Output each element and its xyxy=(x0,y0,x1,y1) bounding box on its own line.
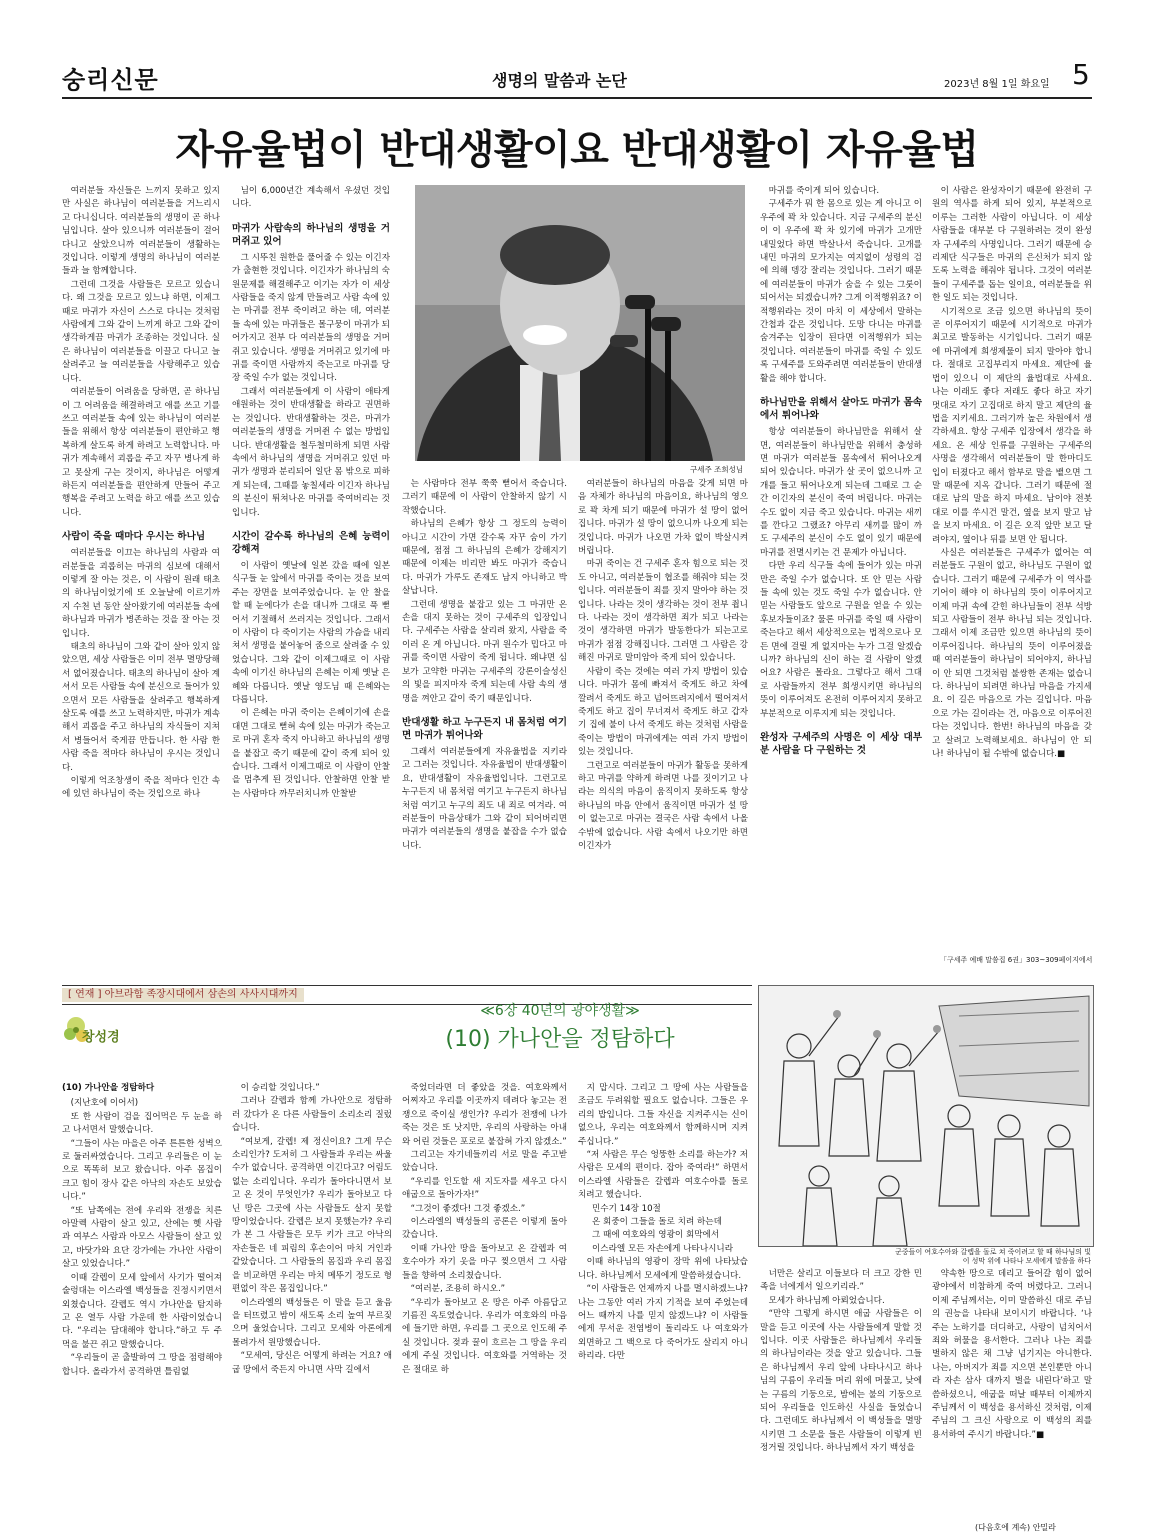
paragraph: 그래서 여러분들에게 자유율법을 지키라고 그러는 것입니다. 자유율법이 반대생활이요, 반대생활이 자유율법입니다. 그런고로 누구든지 내 몸처럼 여기고 누구든지 하나님처럼 여기고 누구의 죄도 내 죄로 여겨라. 여러분들이 마음상태가 그와 같이 되어버리면 마귀가 여러분들의 생명을 붙잡을 수가 없습니다. xyxy=(402,746,567,851)
paragraph: 구세주가 뭐 한 몸으로 있는 게 아니고 이 우주에 꽉 차 있습니다. 지금 구세주의 분신이 이 우주에 꽉 차 있기에 마귀가 고개만 내밀었다 하면 박살나서 죽습니다. 고개를 내민 마귀의 모가지는 여지없이 성령의 검에 의해 뎅강 잘리는 것입니다. 그러기 때문에 여러분들이 마귀가 숨을 수 있는 그룻이 되어서는 되겠습니까? 그게 이적행위죠? 이적행위라는 것이 마치 이 세상에서 말하는 간첩과 같은 것입니다. 도망 다니는 마귀를 숨겨주는 입장이 된다면 이적행위가 되는 것입니다. 여러분들이 마귀를 죽일 수 있도록 구세주를 도와주려면 여러분들이 반대생활을 해야 합니다. xyxy=(760,199,922,384)
article-column-1 xyxy=(62,185,220,975)
crowd-illustration xyxy=(759,986,1093,1246)
article-column-4 xyxy=(578,478,748,975)
paragraph: 그리고는 자기네들끼리 서로 말을 주고받았습니다. xyxy=(402,1150,567,1174)
serial-column-1 xyxy=(62,1082,222,1522)
paragraph: “또 남쪽에는 전에 우리와 전쟁을 치른 아말렉 사람이 살고 있고, 산에는 헷 사람과 여부스 사람과 아모스 사람들이 살고 있고, 바닷가와 요단 강가에는 가나안 사람이 살고 있었습니다.” xyxy=(62,1205,222,1270)
illustration-caption: 군중들이 여호수아와 갈렙을 돌로 쳐 죽이려고 할 때 하나님의 빛이 성막 위에 나타나 모세에게 말씀을 하다 xyxy=(895,1248,1091,1265)
paragraph: 또 한 사람이 검을 집어먹은 두 눈을 하고 나서면서 말했습니다. xyxy=(62,1111,222,1136)
paragraph: 항상 여러분들이 하나님만을 위해서 살면, 여러분들이 하나님만을 위해서 충성하면 마귀가 여러분들 몸속에서 튀어나오게 되어 있습니다. 마귀가 살 곳이 없으니까 고개를 들고 튀어나오게 되는데 그때로 그 순간 이긴자의 분신이 죽여 버립니다. 마귀는 수도 없이 지금 죽고 있습니다. 마귀는 새끼를 깐다고 그랬죠? 아무리 새끼를 많이 까도 구세주의 분신이 수도 없이 있기 때문에 마귀를 전멸시키는 건 문제가 아닙니다. xyxy=(760,427,922,558)
author-logo xyxy=(62,1010,152,1054)
paragraph: 그런데 생명을 붙잡고 있는 그 마귀만 온 손을 대지 못하는 것이 구세주의 입장입니다. 구세주는 사람을 살리려 왔지, 사람을 죽이러 온 게 아닙니다. 마귀 원수가 밉다고 마귀를 죽이면 사람이 죽게 됩니다. 왜냐면 심보가 고약한 마귀는 구세주의 강론이슬성신의 빛을 피지마자 죽게 되는데 사람 속의 생명을 껴안고 같이 죽기 때문입니다. xyxy=(402,599,567,704)
paragraph: “만약 그렇게 하시면 애굽 사람들은 이 말을 듣고 이곳에 사는 사람들에게 말할 것입니다. 이곳 사람들은 하나님께서 우리들의 하나님이라는 것을 알고 있습니다. 그들은 하나님께서 우리 앞에 나타나시고 하나님의 구름이 우리들 머리 위에 머물고, 낮에는 구름의 기둥으로, 밤에는 불의 기둥으로 되어 우리들을 인도하신 사실을 들었습니다. 그런데도 하나님께서 이 백성들을 멸망시키면 그 소문을 들은 사람들이 이렇게 빈정거릴 것입니다. 하나님께서 자기 백성을 xyxy=(760,1309,922,1454)
article-column-6 xyxy=(932,185,1092,955)
paragraph: 태초의 하나님이 그와 같이 살아 있지 않았으면, 세상 사람들은 이미 전부 멸망당해서 없어졌습니다. 태초의 하나님이 살아 계셔서 모든 사람들 속에 분신으로 들어가 있으면서 모든 사람들을 살려주고 행복하게 살도록 애를 쓰고 노력하지만, 마귀가 계속해서 괴롭을 주고 하나님의 자식들이 지쳐서 병들어서 죽게끔 만듭니다. 한 사람 한 사람 죽을 적마다 하나님이 우시는 것입니다. xyxy=(62,642,220,773)
speaker-photo xyxy=(415,185,745,461)
paragraph: 여러분들이 어려움을 당하면, 곧 하나님이 그 어려움을 해결하려고 애를 쓰고 기를 쓰고 여러분들 속에 있는 하나님이 여러분들을 위해서 항상 여러분들이 편안하고 행복하게 살도록 하게 하려고 노력합니다. 마귀가 계속해서 괴롭을 주고 자꾸 병나게 하고 못살게 구는 것이지, 하나님은 어떻게 하든지 여러분들을 편안하게 만들어 주고 행복을 주려고 노력을 하고 애를 쓰고 있습니다. xyxy=(62,387,220,518)
paragraph: “여보게, 갈렙! 제 정신이요? 그게 무슨 소리인가? 도저히 그 사람들과 우리는 싸울 수가 없습니다. 공격하면 이긴다고? 어림도 없는 소리입니다. 우리가 돌아다니면서 보고 온 것이 무엇인가? 우리가 돌아보고 다닌 땅은 그곳에 사는 사람들도 살지 못할 땅이었습니다. 갈렙은 보지 못했는가? 우리가 본 그 사람들은 모두 키가 크고 아낙의 자손들은 네 피림의 후손이어 마치 거인과 같았습니다. 그 사람들의 몸집과 우리 몸집을 비교하면 우리는 마치 메뚜기 정도로 형편없이 작은 몸집입니다.” xyxy=(232,1136,392,1295)
masthead xyxy=(62,60,1092,96)
paragraph: 시기적으로 조금 있으면 하나님의 뜻이 곧 이루어지기 때문에 시기적으로 마귀가 최고로 발동하는 시기입니다. 그러기 때문에 마귀에게 희생제물이 되지 말아야 합니다. 절대로 고집부리지 마세요. 제단에 율법이 있으니 이 제단의 율법대로 사세요. 나는 이래도 좋다 저래도 좋다 하고 자기 멋대로 자기 고집대로 하지 말고 제단의 율법을 지키세요. 그러기까 높은 차원에서 생각하세요. 항상 구세주 입장에서 생각을 하세요. 온 세상 인류를 구원하는 구세주의 사명을 생각해서 여러분들이 말 한마디도 입이 터졌다고 해서 함부로 말을 뱉으면 그 말 때문에 지옥 갑니다. 그러기 때문에 절대로 남의 말을 하지 마세요. 남이야 전봇대로 이를 쑤시건 말건, 옆을 보지 말고 남을 보지 마세요. 이 길은 오직 앞만 보고 달려야지, 옆이나 뒤를 보면 안 됩니다. xyxy=(932,306,1092,545)
subheading: 시간이 갈수록 하나님의 은혜 능력이 강해져 xyxy=(232,530,390,555)
paragraph: 그래서 여러분들에게 이 사람이 애타게 애원하는 것이 반대생활을 하라고 권면하는 것입니다. 반대생활하는 것은, 마귀가 여러분들의 생명을 거머쥔 수 없는 방법입니다. 반대생활을 철두철미하게 되면 사람 속에서 하나님의 생명을 거머쥐고 있던 마귀가 생명과 분리되어 일단 몸 밖으로 피하게 되는데, 그때를 놓칠세라 이긴자 하나님의 분신이 튀쳐나온 마귀를 죽여버리는 것입니다. xyxy=(232,386,390,518)
serial-heading: (10) 가나안을 정탐하다 xyxy=(62,1083,155,1093)
subheading: 완성자 구세주의 사명은 이 세상 대부분 사람을 다 구원하는 것 xyxy=(760,732,922,757)
paragraph: 사실은 여러분들은 구세주가 없어는 여러분들도 구원이 없고, 하나님도 구원이 없습니다. 그러기 때문에 구세주가 이 역사를 기어이 해야 이 하나님의 뜻이 이루어지고 이제 마귀 속에 갇힌 하나님들이 전부 석방되고 사람들이 전부 하나님 되는 것입니다. 그래서 이제 조금만 있으면 하나님의 뜻이 이루어집니다. 하나님의 뜻이 이루어졌을 때 여러분들이 하나님이 되어야지, 하나님이 안 되면 그것처럼 불쌍한 존재는 없습니다. 하나님이 되려면 하나님 마음을 가지세요. 이 길은 마음으로 가는 길입니다. 마음으로 가는 길이라는 건, 마음으로 이루어진다는 것입니다. 한번! 하나님의 마음을 갖고 살려고 노력해보세요. 하나님이 안 되나! 하나님이 될 수밖에 없습니다.■ xyxy=(932,547,1092,760)
illustration xyxy=(758,985,1094,1247)
article-column-2 xyxy=(232,185,390,975)
section-title: 생명의 말씀과 논단 xyxy=(492,71,627,90)
chapter-title: ≪6장 40년의 광야생활≫ xyxy=(480,1003,640,1019)
serial-column-5 xyxy=(760,1268,922,1522)
paragraph: 그러나 갈렙과 함께 가나안으로 정탐하러 갔다가 온 다른 사람들이 소리소리 질렀습니다. xyxy=(232,1096,392,1134)
paragraph: 여러분들 자신들은 느끼지 못하고 있지만 사실은 하나님이 여러분들을 거느리시고 다니십니다. 여러분들의 생명이 곧 하나님입니다. 살아 있으니까 여러분들이 걸어 다니고 살았으니까 여러분들이 생활하는 것입니다. 이렇게 생명의 하나님이 여러분들과 늘 함께합니다. xyxy=(62,186,220,277)
paragraph: 마귀 죽이는 건 구세주 혼자 힘으로 되는 것도 아니고, 여러분들이 협조를 해줘야 되는 것입니다. 여러분들이 죄를 짓지 말아야 하는 것입니다. 나라는 것이 생각하는 것이 전부 죕니다. 나라는 것이 생각하면 죄가 되고 나라는 것이 생각하면 마귀가 발동한다가 되는고로 마귀가 점점 강해집니다. 그러면 그 사람은 강해진 마귀로 말미암아 죽게 되어 있습니다. xyxy=(578,559,748,664)
paragraph: 이 은혜는 마귀 죽이는 은혜이기에 손을 대면 그대로 뻗혀 속에 있는 마귀가 죽는고로 마귀 혼자 죽지 아니하고 하나님의 생명을 붙잡고 죽기 때문에 같이 죽게 되어 있습니다. 그래서 이제그때로 이 사람이 안찰을 멈추게 된 것입니다. 안찰하면 안찰 받는 사람마다 까무러치니까 안찰받 xyxy=(232,708,390,799)
subheading: 하나님만을 위해서 살아도 마귀가 몸속에서 튀어나와 xyxy=(760,397,922,422)
subheading: 사람이 죽을 때마다 우시는 하나님 xyxy=(62,531,206,543)
paragraph: 여러분들이 하나님의 마음을 갖게 되면 마음 자체가 하나님의 마음이요, 하나님의 영으로 꽉 차게 되기 때문에 마귀가 설 땅이 없어집니다. 마귀가 설 땅이 없으니까 나오게 되는 것입니다. 마귀가 나오면 가차 없이 박살시켜버립니다. xyxy=(578,479,748,557)
newspaper-name: 숭리신문 xyxy=(62,66,159,94)
paragraph: 다만 우리 식구들 속에 들어가 있는 마귀만은 죽일 수가 없습니다. 또 안 믿는 사람들 속에 있는 것도 죽일 수가 없습니다. 안 믿는 사람들도 앞으로 구원을 얻을 수 있는 후보자들이죠? 물론 마귀를 죽일 때 사람이 죽는다고 해서 세상적으로는 법적으로나 모든 면에 걸릴 게 없지마는 누가 그걸 알겠습니까? 하나님의 신이 하는 걸 사람이 알겠어요? 사람은 몰라요. 그렇다고 해서 그대로 사람들까지 전부 희생시키면 하나님의 뜻이 이루어져도 온전히 이루어지지 못하고 부분적으로 이루지게 되는 것입니다. xyxy=(760,561,922,719)
paragraph: 약속한 땅으로 데리고 들어갈 힘이 없어 광야에서 비참하게 죽여 버렸다고. 그러니 이제 주님께서는, 이미 말씀하신 대로 주님의 권능을 나타내 보이시기 바랍니다. ‘나 주는 노하기를 더디하고, 사랑이 넘치어서 죄와 허물을 용서한다. 그러나 나는 죄를 벌하지 않은 채 그냥 넘기지는 아니한다. 나는, 아버지가 죄를 지으면 본인뿐만 아니라 자손 삼사 대까지 벌을 내린다’하고 말씀하셨으니, 애굽을 떠날 때부터 이제까지 주님께서 이 백성을 용서하신 것처럼, 이제 주님의 그 크신 사랑으로 이 백성의 죄를 용서하여 주시기 바랍니다.”■ xyxy=(932,1269,1092,1440)
paragraph: 그 시뚜친 원한을 풀어줄 수 있는 이긴자가 출현한 것입니다. 이긴자가 하나님의 숙원문제를 해결해주고 이기는 자가 이 세상 사람들을 죽지 않게 만들려고 사람 속에 있는 마귀를 전부 죽이려고 하는 데, 여러분들 속에 있는 마귀들은 몰구뭉이 마귀가 되어가지고 전부 다 여러분들의 생명을 거머쥐고 있습니다. 생명을 거머쥐고 있기에 마귀를 죽이면 사람까지 죽는고로 마귀를 당장 죽일 수가 없는 것입니다. xyxy=(232,252,390,384)
paragraph: “이 사람들은 언제까지 나를 멸시하겠느냐? 나는 그동안 여러 가지 기적을 보여 주었는데 어느 때까지 나를 믿지 않겠느냐? 이 사람들에게 무서운 전염병이 돌리라도 나 여호와가 외면하고 그 백으로 다 죽어가도 살리지 아니하리라. 다만 xyxy=(578,1284,748,1362)
paragraph: 하나님의 은혜가 항상 그 정도의 능력이 아니고 시간이 가면 갈수록 자꾸 숨이 가기 때문에, 점점 그 하나님의 은혜가 강해지기 때문에 이제는 비리만 봐도 마귀가 죽습니다. 마귀가 가루도 존재도 남지 아니하고 박살납니다. xyxy=(402,519,567,597)
paragraph: 그런고로 여러분들이 마귀가 활동을 못하게 하고 마귀를 약하게 하려면 나를 짓이기고 나라는 의식의 마음이 움직이지 못하도록 항상 하나님의 마음 안에서 움직이면 마귀가 설 땅이 없는고로 마귀는 결국은 사람 속에서 나올 수밖에 없습니다. 사람 속에서 나오기만 하면 이긴자가 xyxy=(578,760,748,851)
paragraph: “저 사람은 무슨 엉뚱한 소리를 하는가? 저 사람은 모세의 편이다. 잡아 죽여라!” 하면서 이스라엘 사람들은 갈렙과 여호수아를 돌로 치려고 했습니다. xyxy=(578,1150,748,1201)
paragraph: 님이 6,000년간 계속해서 우셨던 것입니다. xyxy=(232,186,390,210)
issue-date: 2023년 8월 1일 화요일 xyxy=(944,79,1050,90)
episode-title: (10) 가나안을 정탐하다 xyxy=(445,1027,675,1052)
serial-column-4 xyxy=(578,1082,748,1522)
paragraph: 사람이 죽는 것에는 여러 가지 방법이 있습니다. 마귀가 몸에 빠져서 죽게도 하고 차에 깔려서 죽게도 하고 넘어뜨려지에서 떨어져서 죽게도 하고 집이 무너져서 죽게도 하고 갑자기 집에 불이 나서 죽게도 하는 것처럼 사람을 죽이는 방법이 마귀에게는 여러 가지 방법이 있는 것입니다. xyxy=(578,666,748,758)
paragraph: 이 사람은 완성자이기 때문에 완전히 구원의 역사를 하게 되어 있지, 부분적으로 이루는 그러한 사람이 아닙니다. 이 세상 사람들을 대부분 다 구원하려는 것이 완성자 구세주의 사명입니다. 그러기 때문에 승리제단 식구들은 마귀의 은신처가 되지 않도록 노력을 해줘야 됩니다. 그것이 여러분들이 구세주를 돕는 일이요, 여러분들을 위한 일도 되는 것입니다. xyxy=(932,186,1092,304)
headline: 자유율법이 반대생활이요 반대생활이 자유율법 xyxy=(175,127,979,173)
page-number: 5 xyxy=(1072,58,1090,91)
article-footnote: 「구세주 예배 말씀집 6권」303~309페이지에서 xyxy=(940,956,1093,964)
author-logo-text: 창성경 xyxy=(82,1030,120,1045)
paragraph: 이스라엘의 백성들의 공론은 이렇게 돌아갔습니다. xyxy=(402,1217,567,1241)
paragraph: 민수기 14장 10절 xyxy=(592,1203,661,1214)
paragraph: “여러분, 조용히 하시오.” xyxy=(410,1284,506,1295)
paragraph: “그들이 사는 마을은 아주 튼튼한 성벽으로 둘러싸였습니다. 그리고 우리들은 이 눈으로 똑똑히 보고 왔습니다. 아주 몸집이 크고 힘이 장사 같은 아낙의 자손도 보았습니다.” xyxy=(62,1138,222,1203)
paragraph: 여러분들을 이끄는 하나님의 사람과 여러분들을 괴롭히는 마귀의 심보에 대해서 이렇게 잘 아는 것은, 이 사람이 원래 태초의 하나님이었기에 또 오늘날에 이르기까지 수천 년 동안 살아왔기에 여러분들 속에 하나님과 마귀가 병존하는 것을 잘 아는 것입니다. xyxy=(62,548,220,639)
paragraph: 이 승리할 것입니다.” xyxy=(240,1083,320,1093)
paragraph: 이때 가나안 땅을 돌아보고 온 갈렙과 여호수아가 자기 옷을 마구 찢으면서 그 사람들을 향하여 소리쳤습니다. xyxy=(402,1243,567,1281)
paragraph: 이스라엘 모든 자손에게 나타나시니라 xyxy=(592,1243,734,1254)
paragraph: 는 사람마다 전부 쭉쭉 뻗어서 죽습니다. 그러기 때문에 이 사람이 안찰하지 않기 시작했습니다. xyxy=(402,479,567,516)
paragraph: 온 회중이 그들을 돌로 치려 하는데 xyxy=(592,1217,722,1228)
serial-column-3 xyxy=(402,1082,567,1522)
article-column-3 xyxy=(402,478,567,975)
paragraph: 이때 갈렙이 모세 앞에서 사기가 떨어져 술렁대는 이스라엘 백성들을 진정시키면서 외쳤습니다. 갈렙도 역시 가나안을 탐지하고 온 열두 사람 가운데 한 사람이었습니다. “우리는 담대해야 합니다.”하고 두 주먹을 불끈 쥐고 말했습니다. xyxy=(62,1272,222,1350)
paragraph: 이때 하나님의 영광이 장막 위에 나타났습니다. 하나님께서 모세에게 말씀하셨습니다. xyxy=(578,1257,748,1281)
serial-column-2 xyxy=(232,1082,392,1522)
paragraph: 그 때에 여호와의 영광이 회막에서 xyxy=(592,1230,720,1241)
paragraph: “그것이 좋겠다! 그것 좋겠소.” xyxy=(410,1203,526,1214)
masthead-rule xyxy=(62,97,1092,99)
paragraph: “모세여, 당신은 어떻게 하려는 거요? 애굽 땅에서 죽든지 아니면 사막 길에서 xyxy=(232,1351,392,1375)
paragraph: 모세가 하나님께 아뢰었습니다. xyxy=(768,1295,885,1306)
paragraph: “우리가 돌아보고 온 땅은 아주 아름답고 기름진 옥토였습니다. 우리가 여호와의 마음에 들기만 하면, 우리를 그 곳으로 인도해 주실 것입니다. 젖과 꿀이 흐르는 그 땅을 우리에게 주실 것입니다. 여호와를 거역하는 것은 절대로 하 xyxy=(402,1297,567,1375)
paragraph: 너만은 살리고 이들보다 더 크고 강한 민족을 너에게서 일으키리라.” xyxy=(760,1269,922,1293)
paragraph: 마귀를 죽이게 되어 있습니다. xyxy=(768,186,880,196)
subheading: 마귀가 사람속의 하나님의 생명을 거머쥐고 있어 xyxy=(232,222,390,247)
serial-column-6 xyxy=(932,1268,1092,1522)
article-column-5 xyxy=(760,185,922,955)
paragraph: 지 맙시다. 그리고 그 땅에 사는 사람들을 조금도 두려워할 필요도 없습니다. 그들은 우리의 밥입니다. 그들 자신을 지켜주시는 신이 없으나, 우리는 여호와께서 함께하시며 지켜 주십니다.” xyxy=(578,1083,748,1147)
paragraph: “우리들이 곧 출발하여 그 땅을 점령해야 합니다. 올라가서 공격하면 틀림없 xyxy=(62,1353,222,1377)
subheading: 반대생활 하고 누구든지 내 몸처럼 여기면 마귀가 튀어나와 xyxy=(402,716,567,741)
paragraph: 죽었더라면 더 좋았을 것을. 여호와께서 어찌자고 우리를 이곳까지 데려다 놓고는 전쟁으로 죽이실 생인가? 우리가 전쟁에 나가 죽는 것은 또 낫지만, 우리의 사랑하는 아내와 어린 것들은 포로로 붙잡혀 가지 않겠소.” xyxy=(402,1083,567,1147)
paragraph: 그런데 그것을 사람들은 모르고 있습니다. 왜 그것을 모르고 있느냐 하면, 이제그때로 마귀가 자신이 스스로 다니는 것처럼 사람에게 그와 같이 느끼게 하고 그와 같이 생각하게끔 마귀가 조종하는 것입니다. 실은 하나님이 여러분들을 이끌고 다니고 늘 살려주고 늘 여러분들을 사랑해주고 있습니다. xyxy=(62,279,220,384)
paragraph: 이렇게 억조창생이 죽을 적마다 인간 속에 있던 하나님이 죽는 것입으로 하나 xyxy=(62,776,220,800)
photo-caption: 구세주 조희성님 xyxy=(690,465,744,474)
paragraph: 이 사람이 옛날에 일본 갔을 때에 일본 식구들 눈 앞에서 마귀를 죽이는 것을 보여주는 장면을 보여주었습니다. 눈 안 찰을 할 때 눈에다가 손을 대니까 그대로 푹 뻗어서 기절해서 쓰러지는 것입니다. 그래서 이 사람이 다 죽이기는 사람의 가슴을 내리쳐서 생명을 붙어놓어 줌으로 살려줄 수 있었습니다. 그와 같이 이제그때로 이 사람 속에 이기신 하나님의 은혜는 이제 옛날 은혜와 다릅니다. 옛날 영도님 때 은혜와는 다릅니다. xyxy=(232,560,390,705)
paragraph: 이스라엘의 백성들은 이 말을 듣고 울음을 터뜨렸고 밤이 새도록 소리 높여 부르짖으며 울었습니다. 그리고 모세와 아론에게 몰려가서 원망했습니다. xyxy=(232,1297,392,1348)
paragraph: “우리를 인도할 새 지도자를 세우고 다시 애굽으로 돌아가자!” xyxy=(402,1176,567,1201)
speaker-photo-image xyxy=(415,185,745,461)
serial-tag: [ 연재 ] 아브라함 족장시대에서 삼손의 사사시대까지 xyxy=(62,988,304,1002)
paragraph: (지난호에 이어서) xyxy=(70,1098,139,1109)
serial-signoff: (다음호에 계속) 안밀라 xyxy=(975,1523,1056,1532)
